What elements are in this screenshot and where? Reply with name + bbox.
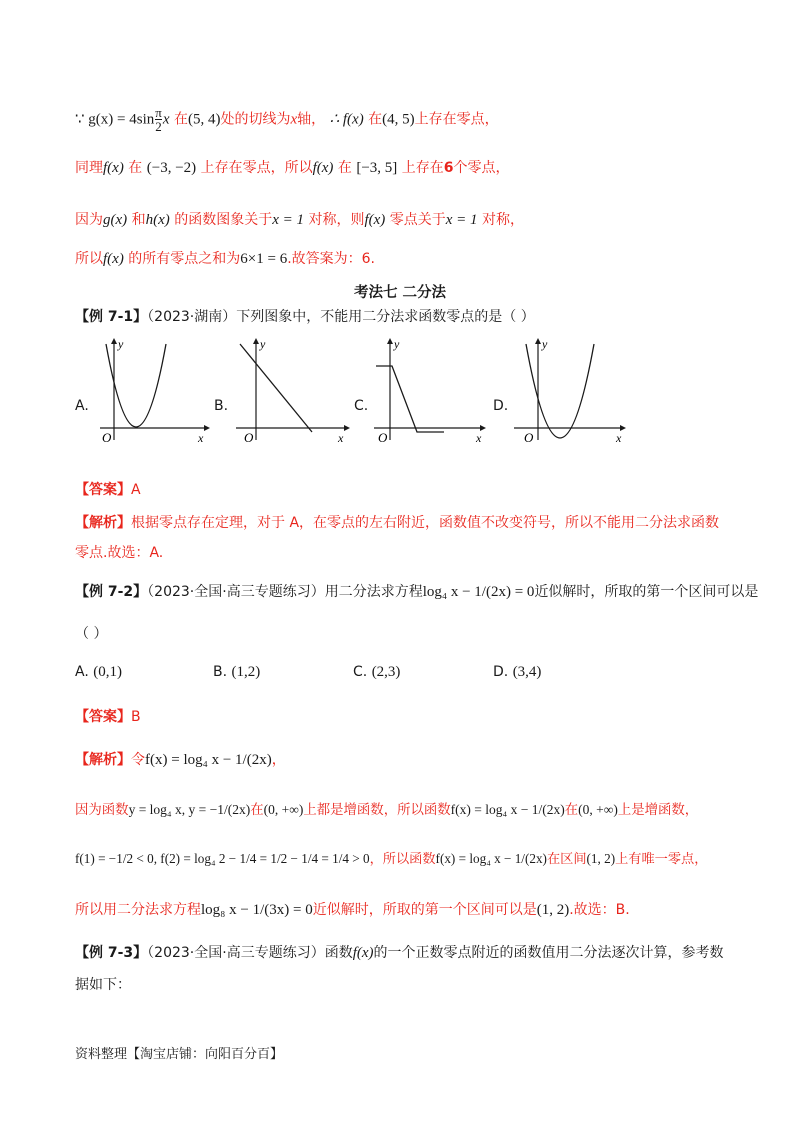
axis-x-label: x xyxy=(198,431,204,445)
math: h(x) xyxy=(145,212,170,228)
example-7-1-analysis-2 xyxy=(75,541,163,565)
math: (−3, −2) xyxy=(146,160,197,176)
example-7-1-answer xyxy=(75,478,141,502)
text: 个零点， xyxy=(453,160,510,176)
math: f(x) = log₄ x − 1/(2x) xyxy=(450,802,565,817)
example-7-2-paren xyxy=(75,622,107,646)
text: 上存在零点，所以 xyxy=(200,160,313,176)
answer-tag: 【答案】 xyxy=(75,709,131,725)
text: 6 xyxy=(443,160,454,176)
math: 6×1 = 6 xyxy=(240,251,288,267)
math: (0, +∞) xyxy=(578,802,618,817)
math: (1, 2) xyxy=(536,902,570,918)
page-footer: 资料整理【淘宝店铺：向阳百分百】 xyxy=(75,1047,284,1062)
math: f(x) = log₄ x − 1/(2x) xyxy=(435,851,547,866)
text: 上是增函数， xyxy=(617,803,699,818)
example-tag: 【例 7-3】 xyxy=(75,945,148,961)
equation: log₄ x − 1/(2x) = 0 xyxy=(422,584,535,600)
text: 的函数图象关于 xyxy=(174,212,273,228)
answer-value: B xyxy=(131,709,141,725)
text: 因为 xyxy=(75,212,103,228)
axis-x-label: x xyxy=(476,431,482,445)
analysis-text: 根据零点存在定理，对于 A，在零点的左右附近，函数值不改变符号，所以不能用二分法求函数 xyxy=(131,515,720,531)
question-text: 近似解时，所取的第一个区间可以是 xyxy=(534,584,759,600)
math: [−3, 5] xyxy=(356,160,398,176)
text: 因为函数 xyxy=(75,803,129,818)
solution-line-1 xyxy=(75,106,499,133)
text: 在 xyxy=(337,160,352,176)
text: 在 xyxy=(368,111,383,128)
text: 处的切线为 xyxy=(220,111,291,128)
text: ，所以函数 xyxy=(369,852,436,867)
example-7-2-analysis-4 xyxy=(75,898,630,922)
math: f(x) xyxy=(364,212,386,228)
text: 上存在零点， xyxy=(414,111,499,128)
option-c: C. (2,3) xyxy=(353,664,401,680)
question-text: （2023·全国·高三专题练习）用二分法求方程 xyxy=(147,584,423,600)
math: (1, 2) xyxy=(586,851,616,866)
axis-x-label: x xyxy=(338,431,344,445)
math: g(x) xyxy=(103,212,128,228)
math: ∴ f(x) xyxy=(329,111,364,128)
text: ， xyxy=(271,752,286,768)
solution-line-2 xyxy=(75,156,510,180)
origin-label: O xyxy=(102,430,112,445)
text: 所以用二分法求方程 xyxy=(75,902,201,918)
graph-d xyxy=(510,336,640,446)
text: 对称，则 xyxy=(308,212,365,228)
option-b-label: B. xyxy=(214,398,229,414)
text: 所以 xyxy=(75,251,103,267)
example-tag: 【例 7-2】 xyxy=(75,584,148,600)
option-a-label: A. xyxy=(75,398,89,414)
option-d-label: D. xyxy=(493,398,509,414)
option-c-label: C. xyxy=(354,398,369,414)
math: f(x) xyxy=(312,160,334,176)
text: 同理 xyxy=(75,160,103,176)
text: .故答案为：6. xyxy=(287,251,376,267)
math: y = log₄ x, y = −1/(2x) xyxy=(128,802,251,817)
axis-y-label: y xyxy=(542,337,548,351)
text: 令 xyxy=(131,752,145,768)
math: (5, 4) xyxy=(187,111,221,128)
text: .故选：B. xyxy=(569,902,630,918)
text: 上都是增函数，所以函数 xyxy=(303,803,451,818)
math: f(x) xyxy=(103,160,124,176)
axis-x-label: x xyxy=(616,431,622,445)
text: 上有唯一零点， xyxy=(615,852,708,867)
section-title: 考法七 二分法 xyxy=(353,285,447,301)
text: 上存在 xyxy=(401,160,444,176)
origin-label: O xyxy=(378,430,388,445)
solution-line-4 xyxy=(75,247,375,271)
answer-blank: （ ） xyxy=(75,626,108,642)
analysis-tag: 【解析】 xyxy=(75,752,131,768)
example-7-2-question xyxy=(75,580,758,604)
answer-value: A xyxy=(131,482,141,498)
example-7-1-question xyxy=(75,305,535,329)
math: (4, 5) xyxy=(382,111,415,128)
text: 零点关于 xyxy=(389,212,446,228)
text: 近似解时，所取的第一个区间可以是 xyxy=(312,902,537,918)
math: x xyxy=(162,111,170,128)
math: log₈ x − 1/(3x) = 0 xyxy=(201,902,313,918)
math: f(x) xyxy=(352,945,374,961)
math: (0, +∞) xyxy=(263,802,304,817)
example-7-2-answer xyxy=(75,705,141,729)
fraction-pi-over-2: $\frac{\pi}{2}$ xyxy=(155,105,162,134)
analysis-tag: 【解析】 xyxy=(75,515,131,531)
analysis-text: 零点.故选：A. xyxy=(75,545,164,561)
question-text: 据如下： xyxy=(75,977,131,993)
example-7-2-analysis-2 xyxy=(75,798,698,823)
math: f(1) = −1/2 < 0, f(2) = log₄ 2 − 1/4 = 1/2 − 1/4 = 1/4 > 0 xyxy=(75,851,370,866)
graph-a xyxy=(92,336,222,446)
option-a: A. (0,1) xyxy=(75,664,122,680)
math: ∵ g(x) = 4sin xyxy=(75,111,155,128)
axis-y-label: y xyxy=(118,337,124,351)
example-7-1-analysis-1 xyxy=(75,511,719,535)
math: x xyxy=(290,111,298,128)
math: f(x) xyxy=(103,251,124,267)
math: x = 1 xyxy=(272,212,304,228)
example-7-3-question xyxy=(75,941,724,965)
option-d: D. (3,4) xyxy=(493,664,542,680)
example-7-2-analysis-1 xyxy=(75,748,286,772)
text: 对称， xyxy=(481,212,524,228)
text: 的所有零点之和为 xyxy=(128,251,241,267)
example-7-2-analysis-3 xyxy=(75,847,707,872)
text: 在 xyxy=(250,803,264,818)
question-text: 的一个正数零点附近的函数值用二分法逐次计算，参考数 xyxy=(373,945,724,961)
math: f(x) = log₄ x − 1/(2x) xyxy=(145,752,272,768)
text: 和 xyxy=(131,212,146,228)
axis-y-label: y xyxy=(394,337,400,351)
math: x = 1 xyxy=(445,212,478,228)
graph-c xyxy=(372,336,502,446)
text: 轴， xyxy=(297,111,326,128)
origin-label: O xyxy=(524,430,534,445)
text: 在 xyxy=(173,111,188,128)
example-7-3-question-cont xyxy=(75,973,131,997)
option-b: B. (1,2) xyxy=(213,664,261,680)
question-text: （2023·湖南）下列图象中，不能用二分法求函数零点的是（ ） xyxy=(147,309,535,325)
example-tag: 【例 7-1】 xyxy=(75,309,148,325)
text: 在 xyxy=(564,803,579,818)
solution-line-3 xyxy=(75,208,524,232)
graph-b xyxy=(232,336,362,446)
answer-tag: 【答案】 xyxy=(75,482,131,498)
origin-label: O xyxy=(244,430,254,445)
axis-y-label: y xyxy=(260,337,266,351)
text: 在 xyxy=(128,160,143,176)
text: 在区间 xyxy=(546,852,587,867)
question-text: （2023·全国·高三专题练习）函数 xyxy=(147,945,353,961)
